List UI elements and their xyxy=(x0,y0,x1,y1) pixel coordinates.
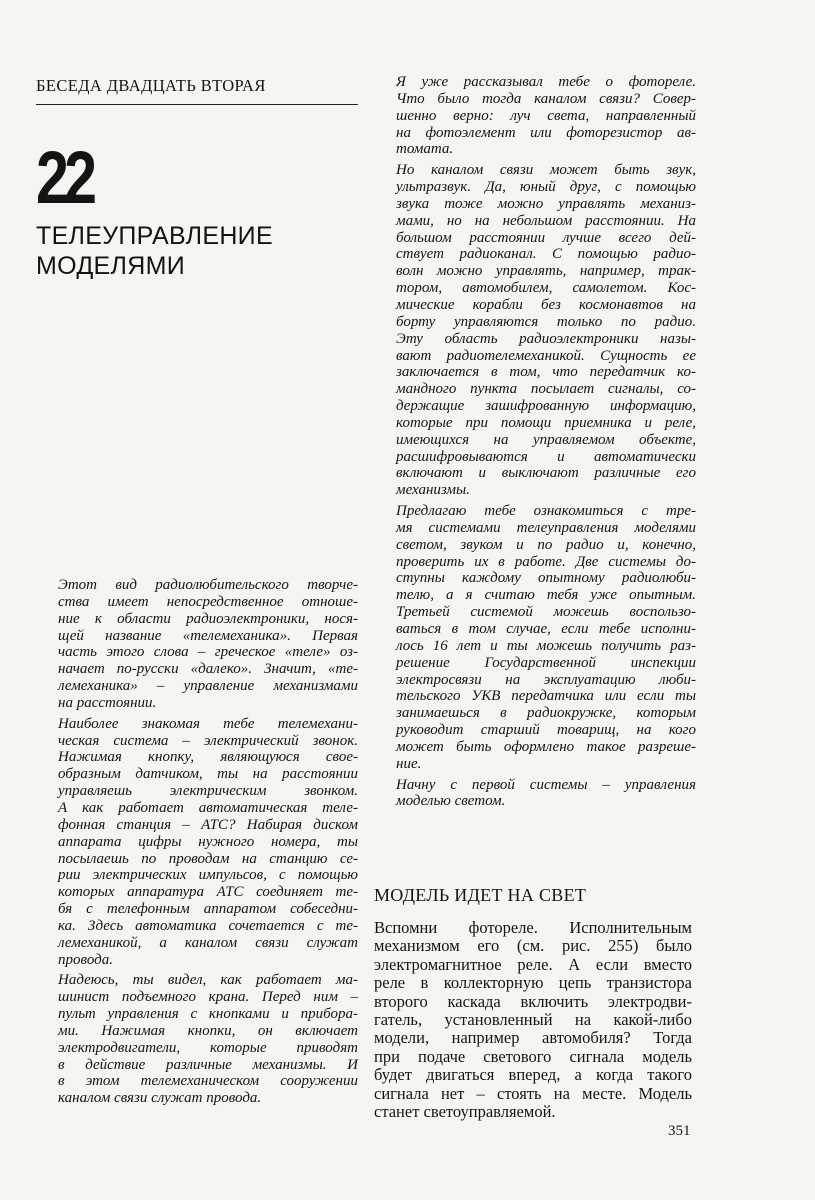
paragraph xyxy=(374,919,692,1121)
text-line: проверить их в работе. Две системы до- xyxy=(396,553,696,570)
text-line: мами, но на небольшом расстоянии. На xyxy=(396,212,696,229)
text-line: которых аппаратура АТС соединяет те- xyxy=(58,884,358,901)
text-line: сигнала нет – стоять на месте. Модель xyxy=(374,1083,692,1103)
text-line: решение Государственной инспекции xyxy=(396,654,696,671)
chapter-heading: БЕСЕДА ДВАДЦАТЬ ВТОРАЯ xyxy=(36,74,358,105)
paragraph xyxy=(374,74,696,158)
text-line: мические корабли без космонавтов на xyxy=(396,296,696,313)
text-line: звука тоже можно управлять механиз- xyxy=(396,195,696,212)
text-line: электромагнитное реле. А если вместо xyxy=(374,954,692,974)
text-line: станет светоуправляемой. xyxy=(374,1102,556,1122)
text-line: часть этого слова – греческое «теле» оз- xyxy=(58,644,358,661)
text-line: мя системами телеуправления моделями xyxy=(396,519,696,536)
paragraph xyxy=(36,716,358,969)
text-line: Третьей системой можешь воспользо- xyxy=(396,604,696,621)
text-line: механизмы. xyxy=(396,482,470,499)
text-line: большом расстоянии лучше всего дей- xyxy=(396,229,696,246)
text-line: пульт управления с кнопками и прибора- xyxy=(58,1006,358,1023)
text-line: может быть оформлено такое разреше- xyxy=(396,738,696,755)
text-line: тором, автомобилем, самолетом. Кос- xyxy=(396,280,696,297)
left-body-text xyxy=(36,577,358,1107)
text-line: Надеюсь, ты видел, как работает ма- xyxy=(58,972,358,989)
text-line: второго каскада включить электродви- xyxy=(374,991,692,1011)
text-line: электросвязи на эксплуатацию люби- xyxy=(396,671,696,688)
text-line: Я уже рассказывал тебе о фотореле. xyxy=(396,74,696,90)
text-line: провода. xyxy=(58,951,113,968)
text-line: моделью светом. xyxy=(396,793,506,810)
text-line: ствует радиоканал. С помощью радио- xyxy=(396,246,696,263)
text-line: включают и выключают различные его xyxy=(396,465,696,482)
text-line: ультразвук. Да, юный друг, с помощью xyxy=(396,179,696,196)
text-line: лемеханика» – управление механизмами xyxy=(58,678,358,695)
text-line: щей название «телемеханика». Первая xyxy=(58,627,358,644)
text-line: томата. xyxy=(396,141,454,158)
text-line: рии электрических импульсов, с помощью xyxy=(58,867,358,884)
text-line: Предлагаю тебе ознакомиться с тре- xyxy=(396,503,696,520)
paragraph xyxy=(374,503,696,773)
text-line: гатель, установленный на какой-либо xyxy=(374,1010,692,1030)
text-line: имеющихся на управляемом объекте, xyxy=(396,431,696,448)
text-line: на фотоэлемент или фоторезистор ав- xyxy=(396,124,696,141)
chapter-title-line: ТЕЛЕУПРАВЛЕНИЕ xyxy=(36,222,273,250)
text-line: в этом телемеханическом сооружении xyxy=(58,1073,358,1090)
text-line: Но каналом связи может быть звук, xyxy=(396,162,696,179)
text-line: бя с телефонным аппаратом собеседни- xyxy=(58,901,358,918)
text-line: аппарата цифры нужного номера, ты xyxy=(58,833,358,850)
text-line: заключается в том, что передатчик ко- xyxy=(396,364,696,381)
paragraph xyxy=(374,162,696,499)
text-line: руководит старший товарищ, на кого xyxy=(396,722,696,739)
text-line: управляешь электрическим звонком. xyxy=(58,783,358,800)
text-line: Этот вид радиолюбительского творче- xyxy=(58,577,358,593)
text-line: борту управляются только по радио. xyxy=(396,313,696,330)
text-line: посылаешь по проводам на станцию се- xyxy=(58,850,358,867)
text-line: Что было тогда каналом связи? Совер- xyxy=(396,90,696,107)
text-line: при подаче светового сигнала модель xyxy=(374,1046,692,1066)
page-number: 351 xyxy=(668,1123,691,1139)
chapter-title xyxy=(36,221,358,281)
text-line: занимаешься в радиокружке, которым xyxy=(396,705,696,722)
text-line: ние к области радиоэлектроники, нося- xyxy=(58,610,358,627)
text-line: будет двигаться вперед, а когда такого xyxy=(374,1065,692,1085)
text-line: ваться в том случае, если тебе исполни- xyxy=(396,621,696,637)
text-line: реле в коллекторную цепь транзистора xyxy=(374,973,692,993)
text-line: телю, а я считаю тебя уже опытным. xyxy=(396,587,696,604)
text-line: расшифровываются и автоматически xyxy=(396,448,696,465)
text-line: ческая система – электрический звонок. xyxy=(58,732,358,749)
chapter-number: 22 xyxy=(36,136,93,219)
text-line: тельского УКВ передатчика или если ты xyxy=(396,688,696,705)
text-line: А как работает автоматическая теле- xyxy=(58,799,358,816)
text-line: Вспомни фотореле. Исполнительным xyxy=(374,918,692,937)
text-line: Нажимая кнопку, являющуюся свое- xyxy=(58,749,358,766)
text-line: механизмом его (см. рис. 255) было xyxy=(374,936,692,956)
text-line: ступны каждому опытному радиолюби- xyxy=(396,570,696,587)
right-column xyxy=(374,74,696,1122)
text-line: волн можно управлять, например, трак- xyxy=(396,263,696,280)
left-column xyxy=(36,74,358,1114)
section-body-text xyxy=(374,919,692,1121)
text-line: ства имеет непосредственное отноше- xyxy=(58,593,358,610)
text-line: держащие зашифрованную информацию, xyxy=(396,398,696,415)
text-line: образным датчиком, ты на расстоянии xyxy=(58,766,358,783)
text-line: мандного пункта посылает сигналы, со- xyxy=(396,381,696,398)
text-line: начает по-русски «далеко». Значит, «те- xyxy=(58,661,358,678)
paragraph xyxy=(36,577,358,712)
text-line: электродвигатели, которые приводят xyxy=(58,1039,358,1056)
text-line: лемеханикой, а каналом связи служат xyxy=(58,934,358,951)
text-line: шинист подъемного крана. Перед ним – xyxy=(58,989,358,1006)
text-line: фонная станция – АТС? Набирая диском xyxy=(58,816,358,833)
text-line: Эту область радиоэлектроники назы- xyxy=(396,330,696,347)
text-line: которые при помощи приемника и реле, xyxy=(396,414,696,431)
text-line: ка. Здесь автоматика сочетается с те- xyxy=(58,917,358,934)
text-line: шенно верно: луч света, направленный xyxy=(396,107,696,124)
text-line: светом, звуком и по радио и, конечно, xyxy=(396,536,696,553)
text-line: в действие различные механизмы. И xyxy=(58,1056,358,1073)
text-line: лось 16 лет и ты можешь получить раз- xyxy=(396,637,696,654)
chapter-title-line: МОДЕЛЯМИ xyxy=(36,252,185,280)
text-line: вают радиотелемеханикой. Сущность ее xyxy=(396,347,696,364)
right-body-text xyxy=(374,74,696,810)
paragraph xyxy=(374,777,696,811)
paragraph xyxy=(36,972,358,1107)
text-line: ние. xyxy=(396,755,422,772)
text-line: на расстоянии. xyxy=(58,694,157,711)
text-line: модели, например автомобиля? Тогда xyxy=(374,1028,692,1048)
section-heading: МОДЕЛЬ ИДЕТ НА СВЕТ xyxy=(374,885,587,905)
text-line: каналом связи служат провода. xyxy=(58,1090,262,1107)
text-line: ми. Нажимая кнопки, он включает xyxy=(58,1022,358,1039)
text-line: Наиболее знакомая тебе телемехани- xyxy=(58,715,358,732)
text-line: Начну с первой системы – управления xyxy=(396,776,696,793)
